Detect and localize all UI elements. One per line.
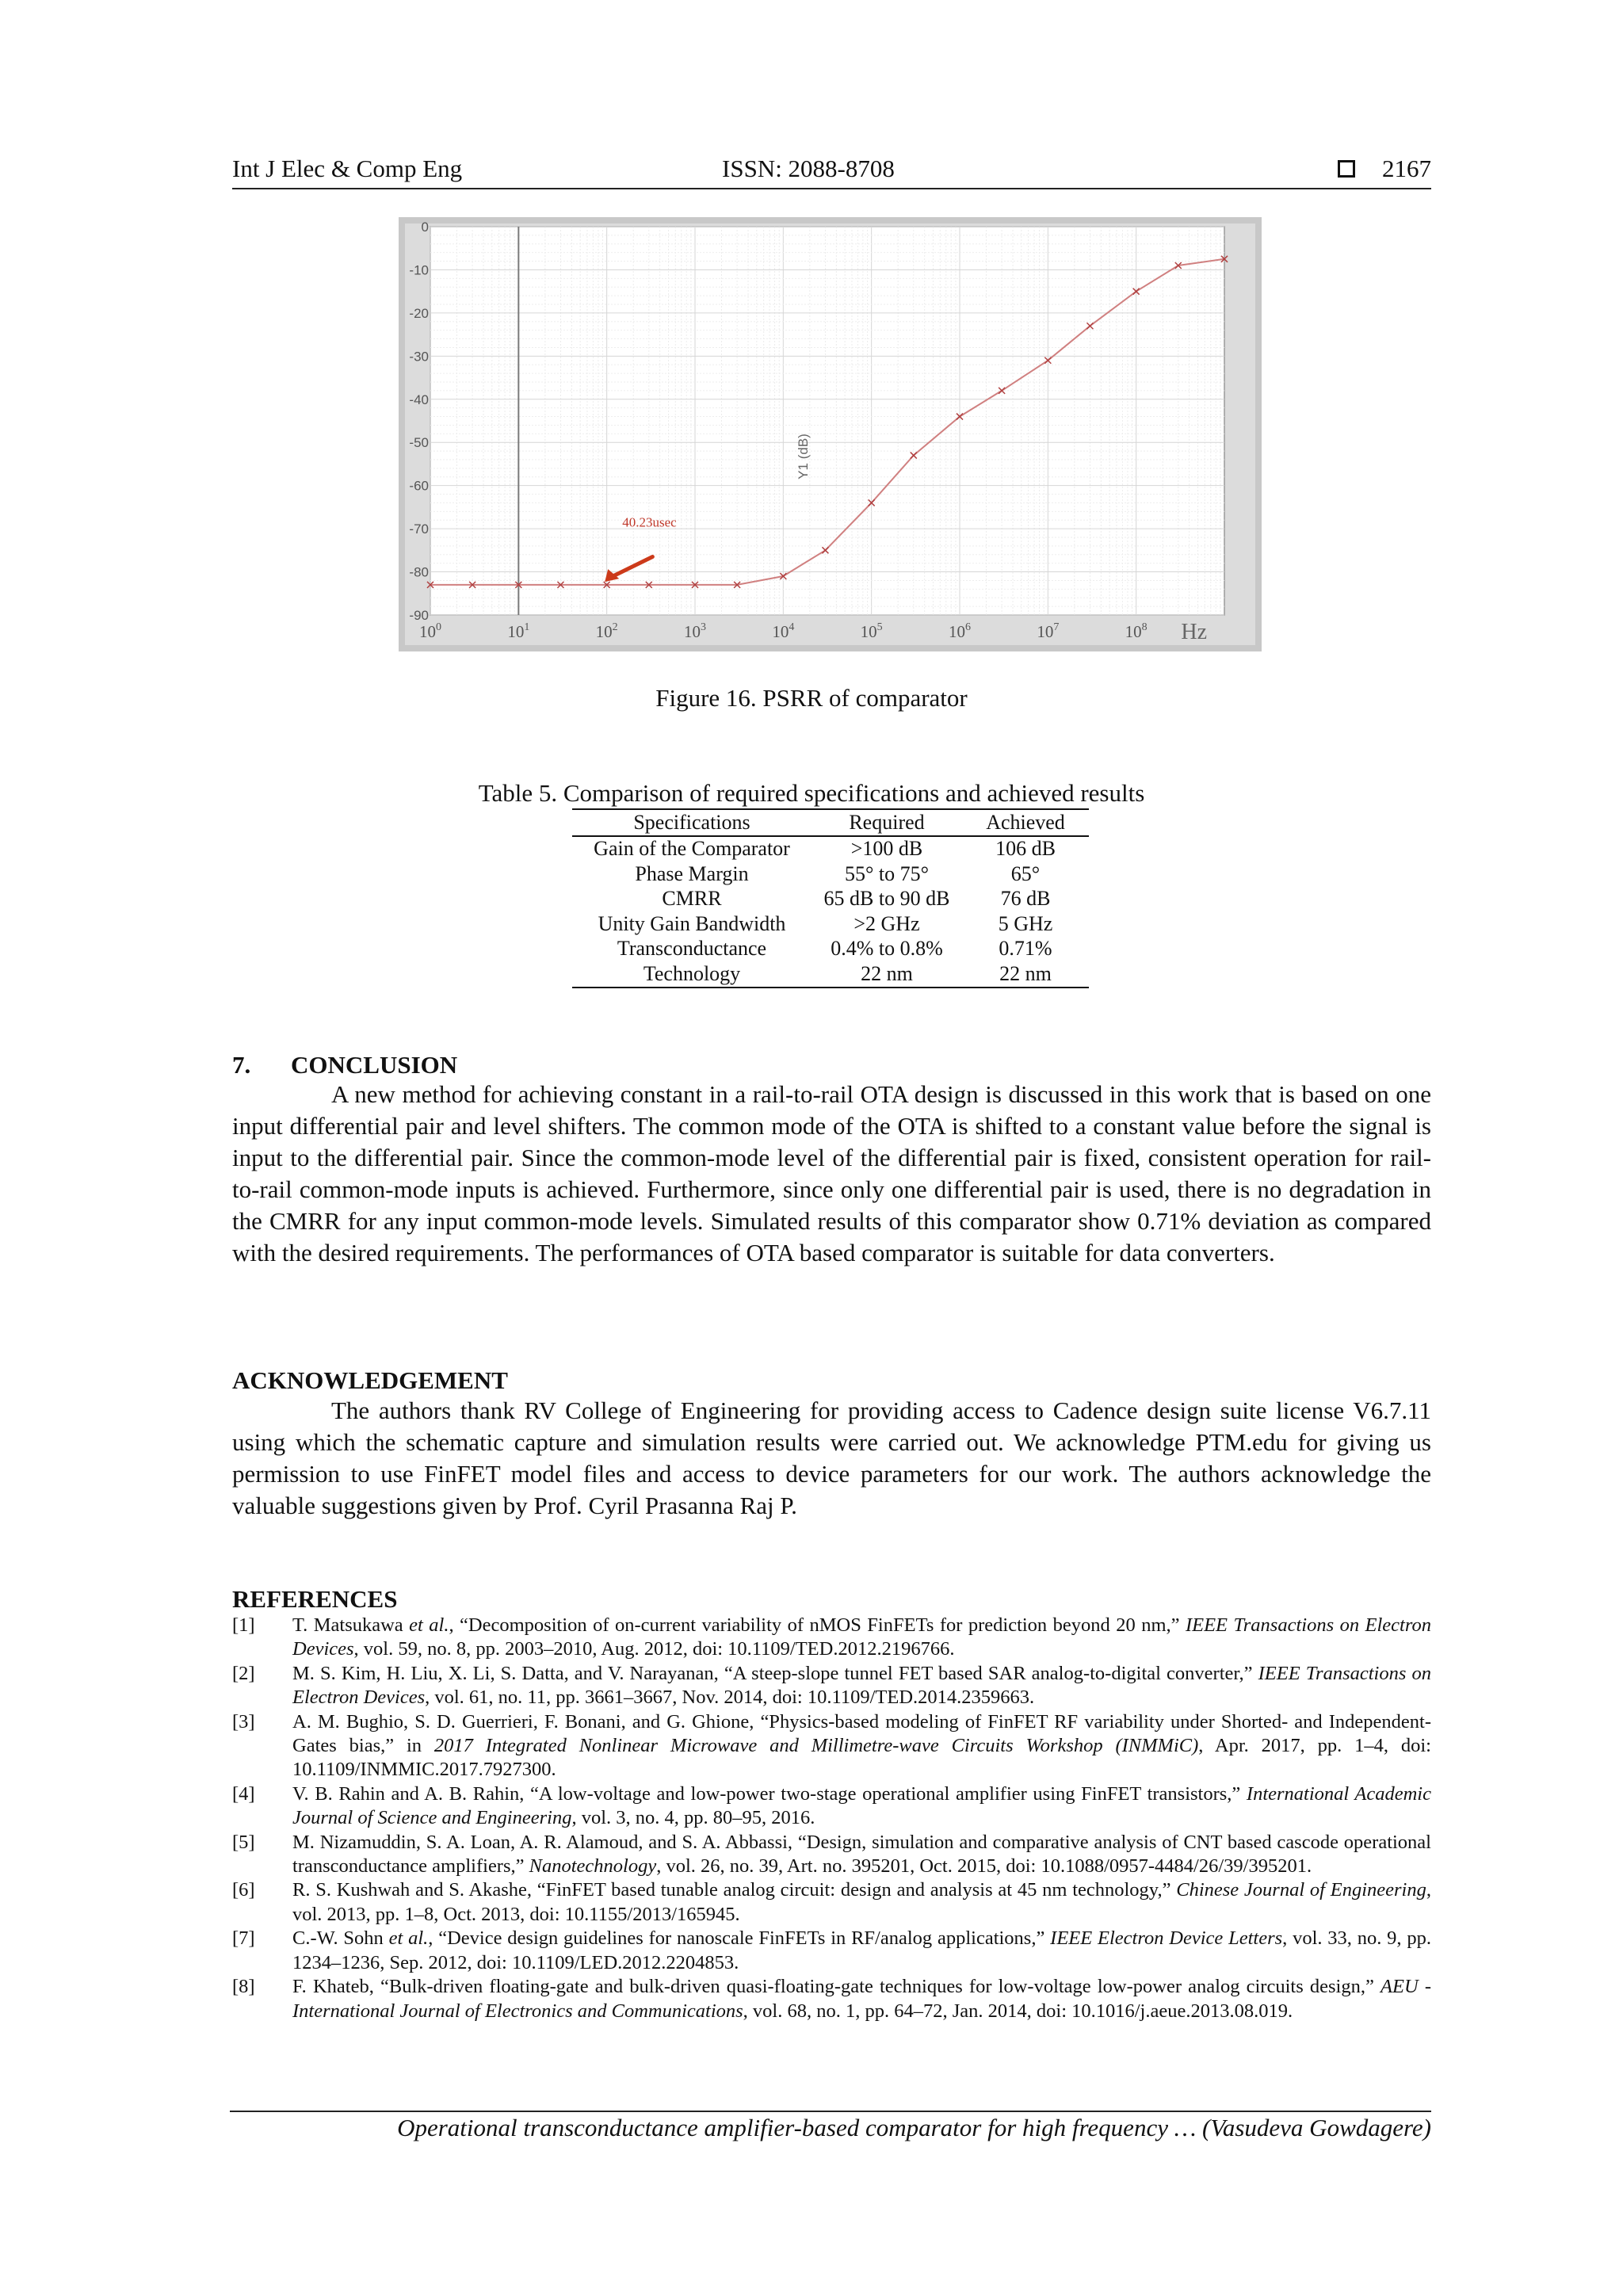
table-cell: 5 GHz xyxy=(998,911,1053,935)
x-tick-label: $10^8$ xyxy=(1125,621,1148,641)
reference-item xyxy=(232,1782,1431,1831)
acknowledgement-heading: ACKNOWLEDGEMENT xyxy=(232,1366,508,1394)
psrr-chart xyxy=(399,217,1262,651)
y-tick-label: -60 xyxy=(409,478,429,494)
table-cell: 55° to 75° xyxy=(844,861,930,885)
y-tick-label: -20 xyxy=(409,305,429,321)
table-cell: Phase Margin xyxy=(635,861,749,885)
reference-text: T. Matsukawa et al., “Decomposition of on-current variability of nMOS FinFETs for prediction beyond 20 nm,” IEEE Transactions on Electron Devices, vol. 59, no. 8, pp. 2003–2010, Aug. 2012, doi: 10.1109/TED.2012.2196766. xyxy=(292,1614,1431,1660)
reference-number: [7] xyxy=(232,1927,255,1950)
y-axis-label: Y1 (dB) xyxy=(796,434,811,479)
reference-number: [3] xyxy=(232,1710,255,1733)
table-cell: Gain of the Comparator xyxy=(594,837,790,861)
y-tick-label: -10 xyxy=(409,262,429,278)
table-row xyxy=(572,836,1089,862)
conclusion-paragraph: A new method for achieving constant in a rail-to-rail OTA design is discussed in this work that is based on one input differential pair and level shifters. The common mode of the OTA is shifted to a constant value before the signal is input to the differential pair. Since the common-mode level of the differential pair is fixed, consistent operation for rail-to-rail common-mode inputs is achieved. Furthermore, since only one differential pair is used, there is no degradation in the CMRR for any input common-mode levels. Simulated results of this comparator show 0.71% deviation as compared with the desired requirements. The performances of OTA based comparator is suitable for data converters. xyxy=(232,1080,1431,1266)
table-cell: 22 nm xyxy=(999,961,1052,985)
page-number: 2167 xyxy=(1382,155,1431,182)
x-tick-label: $10^7$ xyxy=(1037,621,1060,641)
table-cell: Unity Gain Bandwidth xyxy=(598,911,786,935)
figure-caption: Figure 16. PSRR of comparator xyxy=(655,684,968,712)
reference-text: R. S. Kushwah and S. Akashe, “FinFET based tunable analog circuit: design and analysis at 45 nm technology,” Chinese Journal of Engineering, vol. 2013, pp. 1–8, Oct. 2013, doi: 10.1155/2013/165945. xyxy=(292,1879,1431,1925)
square-icon xyxy=(1338,160,1355,178)
y-tick-label: -70 xyxy=(409,521,429,537)
references-heading: REFERENCES xyxy=(232,1585,398,1613)
reference-number: [4] xyxy=(232,1782,255,1805)
table-header-cell: Required xyxy=(849,810,925,834)
table-cell: >100 dB xyxy=(850,837,923,861)
table-cell: >2 GHz xyxy=(854,911,920,935)
reference-text: F. Khateb, “Bulk-driven floating-gate and bulk-driven quasi-floating-gate techniques for low-voltage low-power analog circuits design,” AEU - International Journal of Electronics and Communications, vol. 68, no. 1, pp. 64–72, Jan. 2014, doi: 10.1016/j.aeue.2013.08.019. xyxy=(292,1976,1431,2022)
x-tick-label: $10^5$ xyxy=(860,621,883,641)
reference-item xyxy=(232,1927,1431,1975)
x-tick-label: $10^0$ xyxy=(419,621,441,641)
section-number: 7. xyxy=(232,1051,251,1079)
reference-text: M. Nizamuddin, S. A. Loan, A. R. Alamoud, and S. A. Abbassi, “Design, simulation and comparative analysis of CNT based cascode operational transconductance amplifiers,” Nanotechnology, vol. 26, no. 39, Art. no. 395201, Oct. 2015, doi: 10.1088/0957-4484/26/39/395201. xyxy=(292,1831,1431,1878)
reference-number: [6] xyxy=(232,1879,255,1901)
table-row xyxy=(572,961,1089,988)
reference-number: [2] xyxy=(232,1662,255,1684)
table-header-cell: Specifications xyxy=(633,810,750,834)
acknowledgement-paragraph: The authors thank RV College of Engineering for providing access to Cadence design suite license V6.7.11 using which the schematic capture and simulation results were carried out. We acknowledge PTM.edu for giving us permission to use FinFET model files and access to device parameters for our work. The authors acknowledge the valuable suggestions given by Prof. Cyril Prasanna Raj P. xyxy=(232,1396,1431,1519)
cursor-annotation: 40.23usec xyxy=(622,514,677,530)
reference-item xyxy=(232,1710,1431,1782)
table-row xyxy=(572,887,1089,912)
reference-number: [1] xyxy=(232,1614,255,1636)
plot-area xyxy=(430,227,1224,615)
table-cell: 0.4% to 0.8% xyxy=(831,937,943,961)
x-tick-label: $10^6$ xyxy=(949,621,971,641)
table-cell: Transconductance xyxy=(617,937,767,961)
table-cell: Technology xyxy=(643,961,741,985)
psrr-figure xyxy=(399,217,1262,651)
table-header-cell: Achieved xyxy=(986,810,1065,834)
table-row xyxy=(572,861,1089,887)
comparison-table xyxy=(572,808,1089,988)
y-tick-label: -80 xyxy=(409,564,429,580)
y-tick-label: -40 xyxy=(409,392,429,407)
table-cell: 65° xyxy=(1010,861,1041,885)
section-title: CONCLUSION xyxy=(291,1051,458,1079)
x-tick-label: $10^3$ xyxy=(684,621,706,641)
table-cell: 76 dB xyxy=(1000,887,1051,911)
reference-item xyxy=(232,1662,1431,1710)
y-tick-label: 0 xyxy=(421,220,429,235)
reference-item xyxy=(232,1975,1431,2023)
table-cell: 0.71% xyxy=(999,937,1052,961)
y-tick-label: -90 xyxy=(409,608,429,623)
reference-number: [5] xyxy=(232,1831,255,1853)
table-cell: 65 dB to 90 dB xyxy=(823,887,950,911)
table-cell: 22 nm xyxy=(861,961,913,985)
reference-text: V. B. Rahin and A. B. Rahin, “A low-voltage and low-power two-stage operational amplifier using FinFET transistors,” International Academic Journal of Science and Engineering, vol. 3, no. 4, pp. 80–95, 2016. xyxy=(292,1782,1431,1829)
x-tick-label: $10^1$ xyxy=(507,621,530,641)
reference-item xyxy=(232,1831,1431,1879)
table-row xyxy=(572,937,1089,962)
x-tick-label: $10^4$ xyxy=(772,621,795,641)
table-cell: 106 dB xyxy=(995,837,1056,861)
table-row xyxy=(572,911,1089,937)
y-tick-label: -30 xyxy=(409,349,429,365)
x-tick-label: $10^2$ xyxy=(595,621,618,641)
reference-number: [8] xyxy=(232,1976,255,1998)
reference-list xyxy=(232,1614,1431,2023)
conclusion-heading xyxy=(232,1051,457,1079)
reference-item xyxy=(232,1614,1431,1662)
reference-item xyxy=(232,1878,1431,1927)
y-tick-label: -50 xyxy=(409,435,429,451)
running-footer: Operational transconductance amplifier-based comparator for high frequency … (Vasudeva Gowdagere) xyxy=(397,2114,1431,2141)
page-number-group xyxy=(1338,155,1431,183)
running-header xyxy=(232,153,1431,189)
table-caption: Table 5. Comparison of required specifications and achieved results xyxy=(478,779,1145,807)
x-axis-unit: Hz xyxy=(1181,620,1207,644)
reference-text: A. M. Bughio, S. D. Guerrieri, F. Bonani, and G. Ghione, “Physics-based modeling of FinFET RF variability under Shorted- and Independent-Gates bias,” in 2017 Integrated Nonlinear Microwave and Millimetre-wave Circuits Workshop (INMMiC), Apr. 2017, pp. 1–4, doi: 10.1109/INMMIC.2017.7927300. xyxy=(292,1710,1431,1781)
journal-name: Int J Elec & Comp Eng xyxy=(232,155,463,182)
reference-text: M. S. Kim, H. Liu, X. Li, S. Datta, and V. Narayanan, “A steep-slope tunnel FET based SAR analog-to-digital converter,” IEEE Transactions on Electron Devices, vol. 61, no. 11, pp. 3661–3667, Nov. 2014, doi: 10.1109/TED.2014.2359663. xyxy=(292,1662,1431,1709)
footer-rule xyxy=(230,2111,1431,2112)
reference-text: C.-W. Sohn et al., “Device design guidelines for nanoscale FinFETs in RF/analog applications,” IEEE Electron Device Letters, vol. 33, no. 9, pp. 1234–1236, Sep. 2012, doi: 10.1109/LED.2012.2204853. xyxy=(292,1927,1431,1973)
table-cell: CMRR xyxy=(662,887,722,911)
issn: ISSN: 2088-8708 xyxy=(722,155,895,182)
table-header-row xyxy=(572,809,1089,836)
